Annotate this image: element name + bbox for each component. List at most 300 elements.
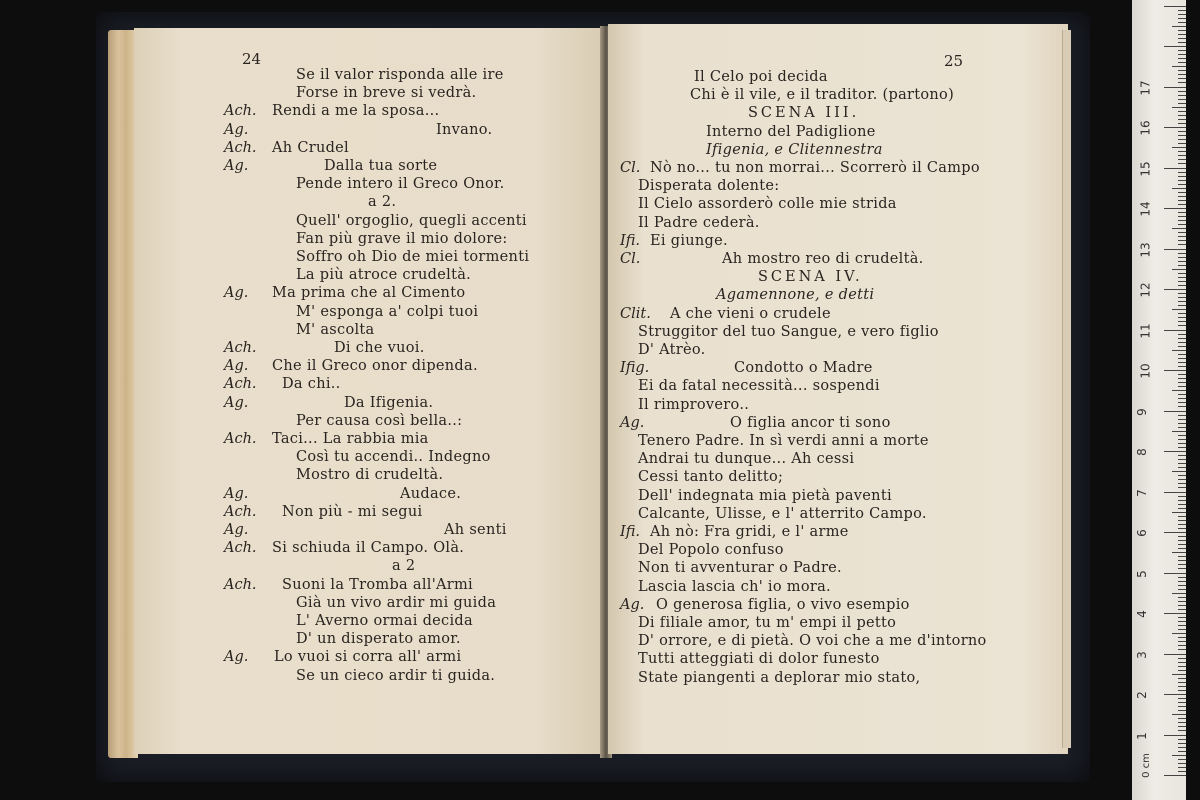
scene-heading: SCENA IV.: [758, 269, 863, 286]
ruler-tick: [1178, 459, 1186, 460]
ruler-tick: [1164, 775, 1186, 776]
text-line: State piangenti a deplorar mio stato,: [638, 669, 921, 686]
ruler-tick: [1178, 257, 1186, 258]
ruler-tick: [1178, 548, 1186, 549]
text-line: A che vieni o crudele: [670, 305, 831, 322]
ruler-tick: [1178, 111, 1186, 112]
ruler-number: 11: [1138, 322, 1153, 339]
ruler-tick: [1178, 99, 1186, 100]
ruler-tick: [1178, 666, 1186, 667]
text-line: Il Padre cederà.: [638, 214, 760, 231]
ruler-tick: [1178, 520, 1186, 521]
text-line: Ah Crudel: [272, 139, 349, 156]
ruler-tick: [1178, 439, 1186, 440]
ruler-tick: [1172, 228, 1186, 229]
ruler-tick: [1178, 74, 1186, 75]
ruler-number: 13: [1138, 241, 1153, 258]
ruler-number: 3: [1134, 650, 1149, 659]
text-line: Agamennone, e detti: [716, 287, 875, 304]
text-line: Di che vuoi.: [334, 340, 425, 356]
ruler-tick: [1172, 107, 1186, 108]
ruler-tick: [1178, 415, 1186, 416]
ruler-number: 16: [1138, 120, 1153, 136]
ruler-tick: [1178, 621, 1186, 622]
ruler-tick: [1178, 342, 1186, 343]
ruler-number: 14: [1138, 201, 1153, 217]
right-page: [608, 24, 1068, 754]
speaker-label: Ifi.: [620, 232, 641, 249]
ruler-tick: [1178, 398, 1186, 399]
ruler-tick: [1178, 540, 1186, 541]
ruler-tick: [1178, 645, 1186, 646]
ruler-tick: [1178, 151, 1186, 152]
text-line: Se un cieco ardir ti guida.: [296, 667, 496, 684]
ruler-tick: [1178, 496, 1186, 497]
ruler-tick: [1178, 321, 1186, 322]
ruler-tick: [1178, 678, 1186, 679]
ruler-tick: [1178, 325, 1186, 326]
text-line: Di filiale amor, tu m' empi il petto: [638, 615, 897, 631]
ruler-tick: [1178, 771, 1186, 772]
ruler-tick: [1178, 334, 1186, 335]
ruler-tick: [1178, 710, 1186, 711]
ruler-tick: [1178, 317, 1186, 318]
ruler-tick: [1178, 577, 1186, 578]
ruler-tick: [1164, 654, 1186, 655]
ruler-tick: [1178, 751, 1186, 752]
text-line: Del Popolo confuso: [638, 542, 784, 559]
text-line: Cessi tanto delitto;: [638, 469, 784, 486]
text-line: Dell' indegnata mia pietà paventi: [638, 487, 892, 504]
ruler-tick: [1178, 423, 1186, 424]
ruler-tick: [1172, 552, 1186, 553]
ruler-number: 6: [1134, 529, 1149, 537]
speaker-label: Ag.: [224, 285, 249, 302]
text-line: Ei giunge.: [650, 232, 728, 249]
text-line: Ifigenia, e Clitennestra: [706, 141, 883, 158]
text-line: Calcante, Ulisse, e l' atterrito Campo.: [638, 505, 927, 522]
text-line: Tenero Padre. In sì verdi anni a morte: [638, 433, 929, 449]
text-line: Andrai tu dunque... Ah cessi: [638, 451, 855, 468]
ruler-tick: [1178, 394, 1186, 395]
ruler-tick: [1178, 313, 1186, 314]
ruler-tick: [1178, 176, 1186, 177]
ruler-tick: [1164, 532, 1186, 533]
ruler-tick: [1178, 739, 1186, 740]
ruler-tick: [1178, 508, 1186, 509]
ruler-tick: [1178, 362, 1186, 363]
ruler-tick: [1178, 253, 1186, 254]
ruler-tick: [1178, 18, 1186, 19]
ruler-tick: [1164, 613, 1186, 614]
text-line: O generosa figlia, o vivo esempio: [656, 596, 910, 613]
text-line: Già un vivo ardir mi guida: [296, 594, 497, 611]
speaker-label: Ag.: [620, 596, 645, 613]
ruler-number: 10: [1138, 363, 1153, 379]
ruler-tick: [1178, 662, 1186, 663]
ruler-tick: [1178, 358, 1186, 359]
ruler-tick: [1178, 244, 1186, 245]
text-line: Forse in breve si vedrà.: [296, 85, 477, 102]
ruler-tick: [1178, 682, 1186, 683]
ruler-tick: [1164, 127, 1186, 128]
ruler-tick: [1178, 10, 1186, 11]
text-line: Pende intero il Greco Onor.: [296, 176, 505, 193]
ruler-tick: [1164, 411, 1186, 412]
text-line: D' Atrèo.: [638, 342, 706, 358]
ruler-tick: [1178, 767, 1186, 768]
text-line: Interno del Padiglione: [706, 123, 876, 140]
ruler-tick: [1178, 54, 1186, 55]
ruler-tick: [1178, 585, 1186, 586]
ruler-tick: [1178, 285, 1186, 286]
ruler-tick: [1178, 560, 1186, 561]
text-line: a 2.: [368, 194, 397, 211]
ruler-tick: [1178, 34, 1186, 35]
ruler-tick: [1178, 159, 1186, 160]
ruler-tick: [1178, 240, 1186, 241]
ruler-tick: [1178, 236, 1186, 237]
ruler-tick: [1164, 330, 1186, 331]
left-page-number: 24: [242, 50, 262, 68]
ruler-tick: [1172, 188, 1186, 189]
text-line: Ah mostro reo di crudeltà.: [722, 251, 924, 267]
ruler-tick: [1178, 62, 1186, 63]
speaker-label: Ag.: [224, 485, 249, 502]
ruler-number: 2: [1134, 691, 1149, 699]
text-line: O figlia ancor ti sono: [730, 414, 891, 431]
ruler-tick: [1172, 674, 1186, 675]
ruler-tick: [1178, 629, 1186, 630]
ruler-tick: [1178, 301, 1186, 302]
ruler-number: 17: [1138, 79, 1153, 96]
speaker-label: Ag.: [620, 414, 645, 431]
speaker-label: Ag.: [224, 522, 249, 538]
ruler-tick: [1178, 730, 1186, 731]
text-line: Ma prima che al Cimento: [272, 285, 466, 302]
ruler-tick: [1172, 66, 1186, 67]
text-line: Ah senti: [444, 522, 507, 538]
ruler-tick: [1178, 172, 1186, 173]
ruler-tick: [1178, 155, 1186, 156]
text-line: Da Ifigenia.: [344, 394, 434, 411]
text-line: Rendi a me la sposa...: [272, 103, 440, 120]
ruler-tick: [1178, 366, 1186, 367]
measuring-ruler: [1132, 0, 1186, 800]
ruler-tick: [1178, 212, 1186, 213]
ruler-tick: [1178, 204, 1186, 205]
text-line: Il Cielo assorderò colle mie strida: [638, 196, 897, 213]
right-page-edge: [1062, 30, 1071, 748]
ruler-tick: [1178, 463, 1186, 464]
ruler-tick: [1178, 232, 1186, 233]
ruler-number: 5: [1134, 569, 1149, 578]
ruler-tick: [1178, 597, 1186, 598]
ruler-tick: [1178, 524, 1186, 525]
ruler-tick: [1178, 70, 1186, 71]
speaker-label: Ag.: [224, 394, 249, 411]
ruler-tick: [1172, 593, 1186, 594]
ruler-tick: [1178, 58, 1186, 59]
left-page: [134, 28, 604, 754]
ruler-tick: [1178, 722, 1186, 723]
ruler-tick: [1178, 500, 1186, 501]
ruler-tick: [1178, 277, 1186, 278]
text-line: Struggitor del tuo Sangue, e vero figlio: [638, 323, 939, 340]
ruler-tick: [1178, 30, 1186, 31]
ruler-tick: [1178, 658, 1186, 659]
ruler-tick: [1178, 115, 1186, 116]
ruler-tick: [1178, 605, 1186, 606]
ruler-tick: [1178, 297, 1186, 298]
scene-heading: SCENA III.: [748, 105, 860, 122]
text-line: L' Averno ormai decida: [296, 613, 473, 629]
ruler-tick: [1172, 147, 1186, 148]
ruler-tick: [1178, 382, 1186, 383]
ruler-tick: [1178, 670, 1186, 671]
ruler-tick: [1178, 196, 1186, 197]
ruler-number: 9: [1134, 407, 1149, 416]
ruler-tick: [1178, 163, 1186, 164]
text-line: Soffro oh Dio de miei tormenti: [296, 249, 530, 265]
ruler-tick: [1164, 573, 1186, 574]
ruler-tick: [1178, 135, 1186, 136]
speaker-label: Ach.: [224, 103, 257, 120]
ruler-tick: [1178, 479, 1186, 480]
ruler-tick: [1178, 447, 1186, 448]
ruler-tick: [1178, 702, 1186, 703]
ruler-tick: [1178, 42, 1186, 43]
text-line: Che il Greco onor dipenda.: [272, 358, 478, 375]
ruler-tick: [1178, 131, 1186, 132]
ruler-tick: [1178, 180, 1186, 181]
ruler-tick: [1172, 350, 1186, 351]
ruler-tick: [1178, 184, 1186, 185]
ruler-tick: [1178, 143, 1186, 144]
ruler-tick: [1178, 220, 1186, 221]
ruler-tick: [1178, 609, 1186, 610]
ruler-tick: [1178, 556, 1186, 557]
ruler-tick: [1178, 718, 1186, 719]
ruler-tick: [1178, 305, 1186, 306]
ruler-tick: [1178, 374, 1186, 375]
speaker-label: Ach.: [224, 376, 257, 393]
text-line: Il Celo poi decida: [694, 69, 828, 85]
text-line: Taci... La rabbia mia: [272, 431, 429, 447]
ruler-tick: [1178, 419, 1186, 420]
ruler-tick: [1178, 487, 1186, 488]
speaker-label: Ifig.: [620, 360, 650, 377]
text-line: a 2: [392, 558, 416, 575]
text-line: Dalla tua sorte: [324, 158, 438, 174]
ruler-tick: [1178, 589, 1186, 590]
ruler-number: 4: [1134, 610, 1149, 618]
ruler-tick: [1178, 293, 1186, 294]
ruler-tick: [1172, 714, 1186, 715]
ruler-tick: [1178, 78, 1186, 79]
ruler-tick: [1178, 686, 1186, 687]
speaker-label: Ach.: [224, 431, 257, 447]
ruler-tick: [1164, 370, 1186, 371]
ruler-tick: [1164, 492, 1186, 493]
text-line: Così tu accendi.. Indegno: [296, 449, 491, 466]
speaker-label: Ach.: [224, 139, 257, 156]
ruler-tick: [1164, 289, 1186, 290]
ruler-tick: [1178, 38, 1186, 39]
ruler-tick: [1172, 431, 1186, 432]
ruler-tick: [1178, 216, 1186, 217]
ruler-tick: [1178, 281, 1186, 282]
ruler-tick: [1178, 224, 1186, 225]
speaker-label: Cl.: [620, 160, 641, 176]
text-line: Invano.: [436, 121, 493, 138]
ruler-tick: [1164, 208, 1186, 209]
text-line: Nò no... tu non morrai... Scorrerò il Campo: [650, 160, 980, 176]
ruler-tick: [1172, 309, 1186, 310]
ruler-tick: [1178, 763, 1186, 764]
ruler-tick: [1178, 402, 1186, 403]
ruler-tick: [1178, 103, 1186, 104]
text-line: Tutti atteggiati di dolor funesto: [638, 651, 880, 668]
ruler-tick: [1164, 6, 1186, 7]
ruler-tick: [1178, 706, 1186, 707]
text-line: Fan più grave il mio dolore:: [296, 230, 508, 247]
ruler-unit-label: 0 cm: [1140, 753, 1152, 778]
ruler-tick: [1178, 581, 1186, 582]
ruler-tick: [1178, 139, 1186, 140]
ruler-tick: [1178, 637, 1186, 638]
ruler-tick: [1172, 26, 1186, 27]
ruler-tick: [1178, 759, 1186, 760]
text-line: M' esponga a' colpi tuoi: [296, 303, 479, 320]
text-line: Da chi..: [282, 376, 341, 393]
ruler-tick: [1178, 743, 1186, 744]
ruler-tick: [1178, 265, 1186, 266]
text-line: Chi è il vile, e il traditor. (partono): [690, 87, 955, 104]
text-line: Non ti avventurar o Padre.: [638, 560, 842, 577]
ruler-tick: [1178, 406, 1186, 407]
speaker-label: Ag.: [224, 649, 249, 666]
speaker-label: Ag.: [224, 158, 249, 174]
ruler-tick: [1178, 504, 1186, 505]
ruler-tick: [1178, 455, 1186, 456]
ruler-tick: [1172, 390, 1186, 391]
ruler-tick: [1178, 475, 1186, 476]
right-page-number: 25: [944, 52, 964, 70]
ruler-tick: [1164, 87, 1186, 88]
ruler-tick: [1178, 354, 1186, 355]
ruler-tick: [1178, 14, 1186, 15]
ruler-tick: [1164, 735, 1186, 736]
text-line: M' ascolta: [296, 321, 375, 338]
ruler-tick: [1178, 427, 1186, 428]
text-line: Suoni la Tromba all'Armi: [282, 576, 473, 593]
ruler-number: 1: [1134, 731, 1149, 740]
text-line: Il rimprovero..: [638, 396, 750, 413]
ruler-tick: [1172, 633, 1186, 634]
ruler-tick: [1178, 528, 1186, 529]
ruler-tick: [1164, 694, 1186, 695]
text-line: Quell' orgoglio, quegli accenti: [296, 212, 527, 229]
ruler-tick: [1178, 435, 1186, 436]
ruler-tick: [1178, 536, 1186, 537]
text-line: Disperata dolente:: [638, 178, 780, 195]
ruler-tick: [1178, 261, 1186, 262]
ruler-tick: [1178, 564, 1186, 565]
ruler-tick: [1178, 467, 1186, 468]
speaker-label: Ach.: [224, 340, 257, 356]
ruler-number: 8: [1134, 448, 1149, 456]
speaker-label: Ag.: [224, 121, 249, 138]
text-line: Se il valor risponda alle ire: [296, 67, 504, 83]
ruler-tick: [1178, 641, 1186, 642]
speaker-label: Ach.: [224, 540, 257, 557]
text-line: Lascia lascia ch' io mora.: [638, 578, 831, 595]
ruler-number: 15: [1138, 160, 1153, 177]
speaker-label: Clit.: [620, 305, 651, 322]
ruler-tick: [1178, 568, 1186, 569]
ruler-tick: [1178, 119, 1186, 120]
ruler-tick: [1172, 269, 1186, 270]
ruler-tick: [1164, 249, 1186, 250]
ruler-tick: [1178, 601, 1186, 602]
speaker-label: Ach.: [224, 503, 257, 520]
ruler-tick: [1178, 386, 1186, 387]
text-line: Ei da fatal necessità... sospendi: [638, 378, 880, 395]
ruler-tick: [1178, 516, 1186, 517]
text-line: Audace.: [400, 485, 462, 502]
ruler-tick: [1178, 483, 1186, 484]
text-line: Per causa così bella..:: [296, 412, 463, 429]
ruler-tick: [1178, 443, 1186, 444]
speaker-label: Ag.: [224, 358, 249, 375]
ruler-tick: [1178, 690, 1186, 691]
ruler-tick: [1172, 471, 1186, 472]
ruler-number: 12: [1138, 282, 1153, 298]
text-line: Non più - mi segui: [282, 503, 423, 520]
ruler-tick: [1164, 46, 1186, 47]
speaker-label: Cl.: [620, 251, 641, 267]
ruler-tick: [1178, 82, 1186, 83]
text-line: Ah nò: Fra gridi, e l' arme: [650, 524, 849, 540]
text-line: La più atroce crudeltà.: [296, 267, 472, 284]
ruler-tick: [1178, 123, 1186, 124]
ruler-tick: [1178, 200, 1186, 201]
ruler-tick: [1164, 451, 1186, 452]
ruler-tick: [1178, 91, 1186, 92]
ruler-number: 7: [1134, 488, 1149, 497]
ruler-tick: [1178, 50, 1186, 51]
ruler-tick: [1178, 192, 1186, 193]
ruler-tick: [1178, 338, 1186, 339]
ruler-tick: [1178, 95, 1186, 96]
ruler-tick: [1164, 168, 1186, 169]
ruler-tick: [1178, 617, 1186, 618]
ruler-tick: [1178, 625, 1186, 626]
ruler-tick: [1178, 544, 1186, 545]
ruler-tick: [1178, 273, 1186, 274]
text-line: D' orrore, e di pietà. O voi che a me d'intorno: [638, 633, 987, 650]
text-line: Mostro di crudeltà.: [296, 467, 444, 484]
ruler-tick: [1172, 512, 1186, 513]
speaker-label: Ach.: [224, 576, 257, 593]
text-line: Condotto o Madre: [734, 360, 873, 377]
ruler-tick: [1178, 346, 1186, 347]
ruler-tick: [1178, 698, 1186, 699]
ruler-tick: [1178, 22, 1186, 23]
ruler-tick: [1178, 649, 1186, 650]
text-line: D' un disperato amor.: [296, 631, 461, 648]
